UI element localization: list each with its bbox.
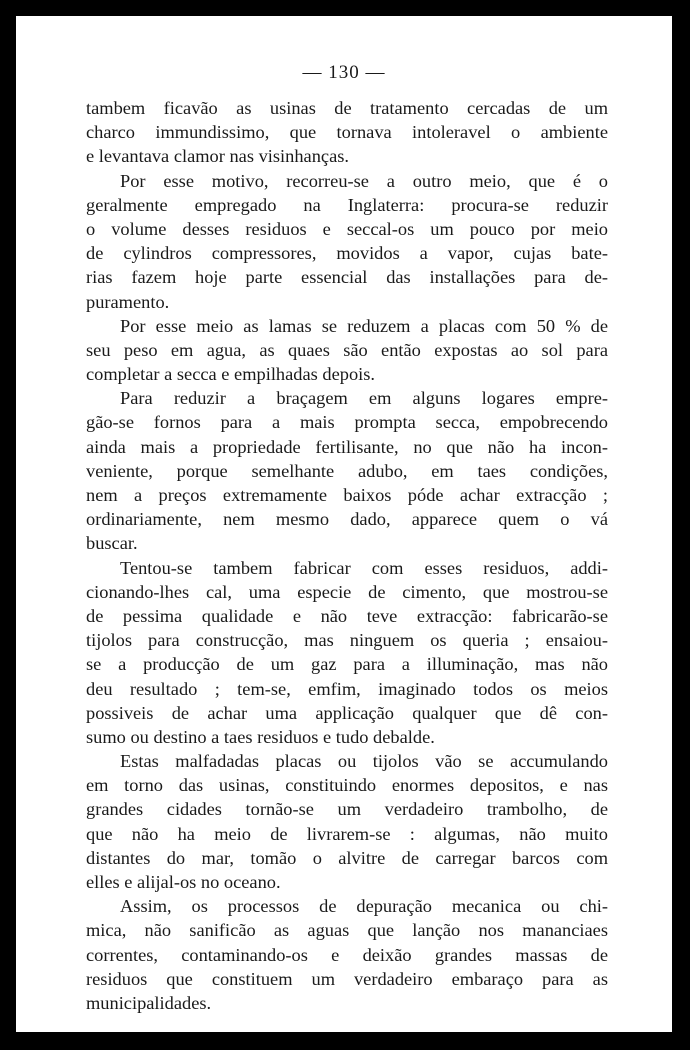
text-line: se a producção de um gaz para a illuminação, mas não <box>86 654 608 675</box>
paragraph <box>86 169 608 314</box>
text-line: que não ha meio de livrarem-se : algumas, não muito <box>86 823 608 844</box>
text-line: elles e alijal-os no oceano. <box>86 872 281 892</box>
paragraph <box>86 894 608 1015</box>
text-line: grandes cidades tornão-se um verdadeiro trambolho, de <box>86 799 608 820</box>
text-line: tijolos para construcção, mas ninguem os queria ; ensaiou- <box>86 630 608 651</box>
text-line: correntes, contaminando-os e deixão grandes massas de <box>86 944 608 965</box>
text-line: ainda mais a propriedade fertilisante, no que não ha incon- <box>86 436 608 457</box>
book-page <box>16 16 672 1032</box>
text-line: tambem ficavão as usinas de tratamento cercadas de um <box>86 98 608 118</box>
text-line: seu peso em agua, as quaes são então expostas ao sol para <box>86 339 608 360</box>
text-line: puramento. <box>86 291 170 312</box>
text-line: em torno das usinas, constituindo enormes depositos, e nas <box>86 775 608 796</box>
page-number: — 130 — <box>302 62 386 83</box>
text-line: veniente, porque semelhante adubo, em taes condições, <box>86 460 608 481</box>
text-line: geralmente empregado na Inglaterra: procura-se reduzir <box>86 194 608 215</box>
text-line: residuos que constituem um verdadeiro embaraço para as <box>86 968 608 989</box>
text-line: Estas malfadadas placas ou tijolos vão se accumulando <box>120 751 608 772</box>
paragraph <box>86 556 608 750</box>
text-line: Assim, os processos de depuração mecanica ou chi- <box>120 896 608 917</box>
text-line: Por esse motivo, recorreu-se a outro meio, que é o <box>120 170 608 191</box>
text-line: possiveis de achar uma applicação qualquer que dê con- <box>86 702 608 723</box>
text-line: o volume desses residuos e seccal-os um pouco por meio <box>86 218 608 239</box>
text-line: nem a preços extremamente baixos póde achar extracção ; <box>86 485 608 505</box>
text-line: sumo ou destino a taes residuos e tudo debalde. <box>86 726 435 747</box>
text-line: Tentou-se tambem fabricar com esses residuos, addi- <box>120 557 608 578</box>
paragraph <box>86 386 608 555</box>
paragraph <box>86 314 608 387</box>
text-line: charco immundissimo, que tornava intoleravel o ambiente <box>86 122 608 143</box>
paragraph <box>86 749 608 894</box>
text-line: deu resultado ; tem-se, emfim, imaginado todos os meios <box>86 678 608 699</box>
text-line: distantes do mar, tomão o alvitre de carregar barcos com <box>86 847 608 868</box>
text-line: de pessima qualidade e não teve extracção: fabricarão-se <box>86 605 608 626</box>
text-line: ordinariamente, nem mesmo dado, apparece quem o vá <box>86 509 608 530</box>
paragraph <box>86 96 608 169</box>
text-line: gão-se fornos para a mais prompta secca, empobrecendo <box>86 412 608 433</box>
body-text <box>86 96 608 1015</box>
text-line: cionando-lhes cal, uma especie de cimento, que mostrou-se <box>86 581 608 602</box>
text-line: Para reduzir a braçagem em alguns logares empre- <box>120 388 608 409</box>
text-line: completar a secca e empilhadas depois. <box>86 364 376 385</box>
text-line: de cylindros compressores, movidos a vapor, cujas bate- <box>86 243 608 264</box>
text-line: buscar. <box>86 533 138 554</box>
text-line: rias fazem hoje parte essencial das installações para de- <box>86 267 608 288</box>
text-line: mica, não sanificão as aguas que lanção nos mananciaes <box>86 920 608 941</box>
text-line: Por esse meio as lamas se reduzem a placas com 50 % de <box>120 315 608 336</box>
text-line: municipalidades. <box>86 992 212 1013</box>
text-line: e levantava clamor nas visinhanças. <box>86 146 349 167</box>
